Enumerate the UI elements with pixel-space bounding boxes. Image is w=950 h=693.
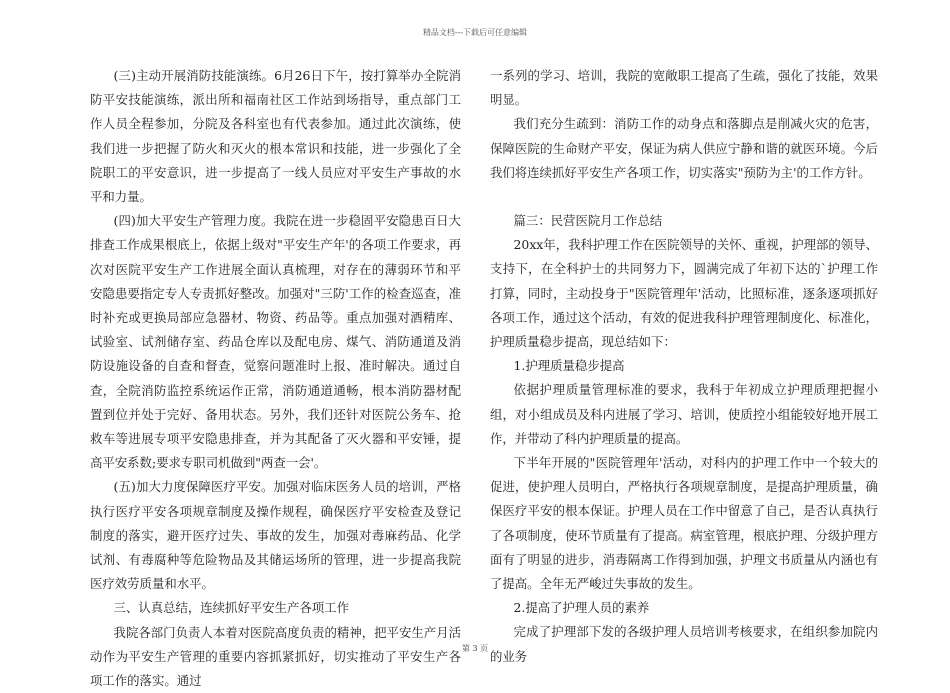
- section-heading-summary: 三、认真总结，连续抓好平安生产各项工作: [113, 600, 349, 616]
- paragraph-management-year: 下半年开展的"医院管理年'活动，对科内的护理工作中一个较大的促进，使护理人员明白，严格执行各项规章制度，是提高护理质量，确保医疗平安的根本保证。护理人员在工作中留意了自己，是否认真执行了各项制度，使环节质量有了提高。病室管理，根底护理、分级护理方面有了明显的进步，消毒隔离工作得到加强，护理文书质量从内涵也有了提高。全年无严峻过失事故的发生。: [490, 455, 878, 592]
- subheading-quality: 1.护理质量稳步提高: [513, 358, 625, 374]
- paragraph-continuation: 一系列的学习、培训，我院的宽敞职工提高了生疏，强化了技能，效果明显。: [490, 68, 878, 108]
- paragraph-nursing-intro: 20xx年，我科护理工作在医院领导的关怀、重视，护理部的领导、支持下，在全科护士的共同努力下，圆满完成了年初下达的`护理工作打算，同时，主动投身于"医院管理年'活动，比照标准，逐条逐项抓好各项工作，通过这个活动，有效的促进我科护理管理制度化、标准化，护理质量稳步提高，现总结如下：: [490, 237, 878, 350]
- page-number: 第 3 页: [461, 644, 489, 653]
- left-column: [90, 64, 461, 693]
- paragraph-medical-safety: (五)加大力度保障医疗平安。加强对临床医务人员的培训，严格执行医疗平安各项规章制度及操作规程，确保医疗平安检查及登记制度的落实，避开医疗过失、事故的发生，加强对毒麻药品、化学试剂、有毒腐种等危险物品及其储运场所的管理，进一步提高我院医疗效劳质量和水平。: [90, 479, 461, 592]
- page-header: 精品文档---下载后可任意编辑: [422, 28, 528, 37]
- paragraph-quality-control: 依据护理质量管理标准的要求，我科于年初成立护理质理把握小组，对小组成员及科内进展了学习、培训，使质控小组能较好地开展工作，并带动了科内护理质量的提高。: [490, 382, 878, 446]
- paragraph-training: 完成了护理部下发的各级护理人员培训考核要求，在组织参加院内的业务: [490, 624, 878, 664]
- section-title-hospital-summary: 篇三：民营医院月工作总结: [513, 213, 663, 229]
- section-spacer: [490, 185, 878, 209]
- paragraph-fire-awareness: 我们充分生疏到：消防工作的动身点和落脚点是削减火灾的危害，保障医院的生命财产平安，保证为病人供应宁静和谐的就医环境。今后我们将连续抓好平安生产各项工作，切实落实"预防为主'的工作方针。: [490, 116, 878, 180]
- subheading-staff-quality: 2.提高了护理人员的素养: [513, 600, 650, 616]
- paragraph-fire-drill: (三)主动开展消防技能演练。6月26日下午，按打算举办全院消防平安技能演练，派出所和福南社区工作站到场指导，重点部门工作人员全程参加，分院及各科室也有代表参加。通过此次演练，使我们进一步把握了防火和灭火的根本常识和技能，进一步强化了全院职工的平安意识，进一步提高了一线人员应对平安生产事故的水平和力量。: [90, 68, 461, 205]
- paragraph-safety-management: (四)加大平安生产管理力度。我院在进一步稳固平安隐患百日大排查工作成果根底上，依据上级对"平安生产年'的各项工作要求，再次对医院平安生产工作进展全面认真梳理，对存在的薄弱环节和平安隐患要指定专人专责抓好整改。加强对"三防'工作的检查巡查，准时补充或更换局部应急器材、物资、药品等。重点加强对酒精库、试验室、试剂储存室、药品仓库以及配电房、煤气、消防通道及消防设施设备的自查和督查，觉察问题准时上报、准时解决。通过自查，全院消防监控系统运作正常，消防通道通畅，根本消防器材配置到位并处于完好、备用状态。另外，我们还针对医院公务车、抢救车等进展专项平安隐患排查，并为其配备了灭火器和平安锤，提高平安系数;要求专职司机做到"两查一会'。: [90, 213, 461, 471]
- paragraph-department-heads: 我院各部门负责人本着对医院高度负责的精神，把平安生产月活动作为平安生产管理的重要内容抓紧抓好，切实推动了平安生产各项工作的落实。通过: [90, 624, 461, 689]
- right-column: [490, 64, 878, 669]
